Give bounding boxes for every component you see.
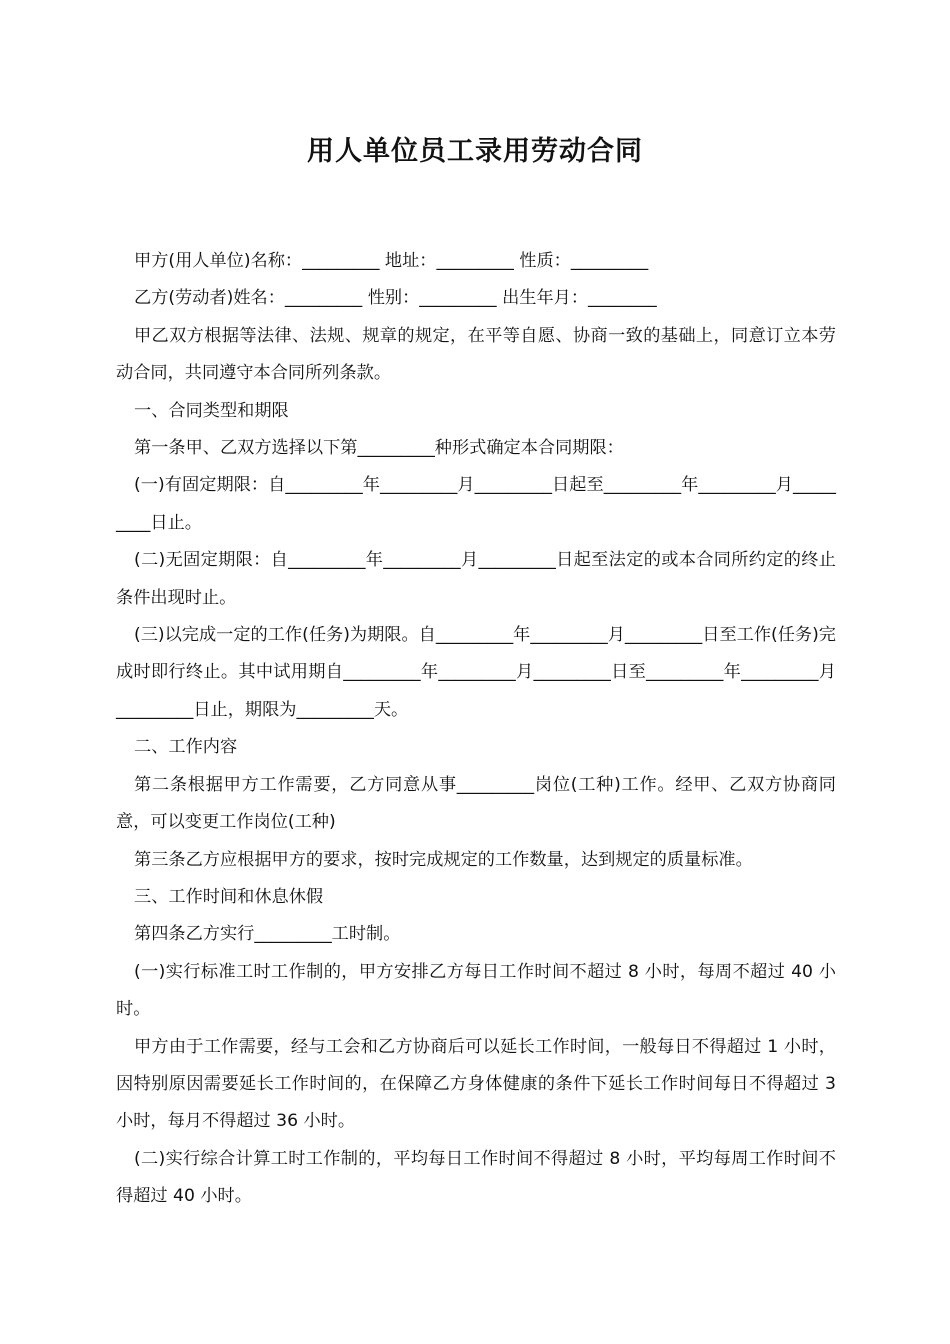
- section-heading-work-hours: 三、工作时间和休息休假: [134, 886, 324, 907]
- article-4-item-1: (一)实行标准工时工作制的，甲方安排乙方每日工作时间不超过 8 小时，每周不超过 40 小时。: [116, 961, 836, 1020]
- section-heading-work-content: 二、工作内容: [134, 737, 238, 758]
- document-body: [116, 243, 836, 1216]
- article-4: 第四条乙方实行_________工时制。: [134, 924, 401, 945]
- party-b-line: 乙方(劳动者)姓名：_________ 性别：_________ 出生年月：________: [134, 288, 657, 309]
- article-1-item-2: (二)无固定期限：自_________年_________月_________日起至法定的或本合同所约定的终止条件出现时止。: [116, 550, 836, 608]
- article-1-item-3: (三)以完成一定的工作(任务)为期限。自_________年_________月_________日至工作(任务)完成时即行终止。其中试用期自_________年_________月_________日至_________年_________月_________日止，期限为_________天。: [116, 625, 836, 720]
- article-1-item-1: (一)有固定期限：自_________年_________月_________日起至_________年_________月_________日止。: [116, 475, 836, 533]
- article-2: 第二条根据甲方工作需要，乙方同意从事_________岗位(工种)工作。经甲、乙双方协商同意，可以变更工作岗位(工种): [116, 774, 836, 833]
- overtime-paragraph: 甲方由于工作需要，经与工会和乙方协商后可以延长工作时间，一般每日不得超过 1 小时，因特别原因需要延长工作时间的，在保障乙方身体健康的条件下延长工作时间每日不得超过 3 小时，每月不得超过 36 小时。: [116, 1036, 836, 1132]
- document-title: 用人单位员工录用劳动合同: [307, 136, 643, 167]
- party-a-line: 甲方(用人单位)名称：_________ 地址：_________ 性质：_________: [134, 251, 649, 271]
- article-3: 第三条乙方应根据甲方的要求，按时完成规定的工作数量，达到规定的质量标准。: [134, 849, 753, 870]
- article-1: 第一条甲、乙双方选择以下第_________种形式确定本合同期限：: [134, 438, 624, 459]
- preamble-paragraph: 甲乙双方根据等法律、法规、规章的规定，在平等自愿、协商一致的基础上，同意订立本劳动合同，共同遵守本合同所列条款。: [116, 325, 836, 384]
- section-heading-contract-type: 一、合同类型和期限: [134, 400, 289, 421]
- article-4-item-2: (二)实行综合计算工时工作制的，平均每日工作时间不得超过 8 小时，平均每周工作时间不得超过 40 小时。: [116, 1148, 836, 1207]
